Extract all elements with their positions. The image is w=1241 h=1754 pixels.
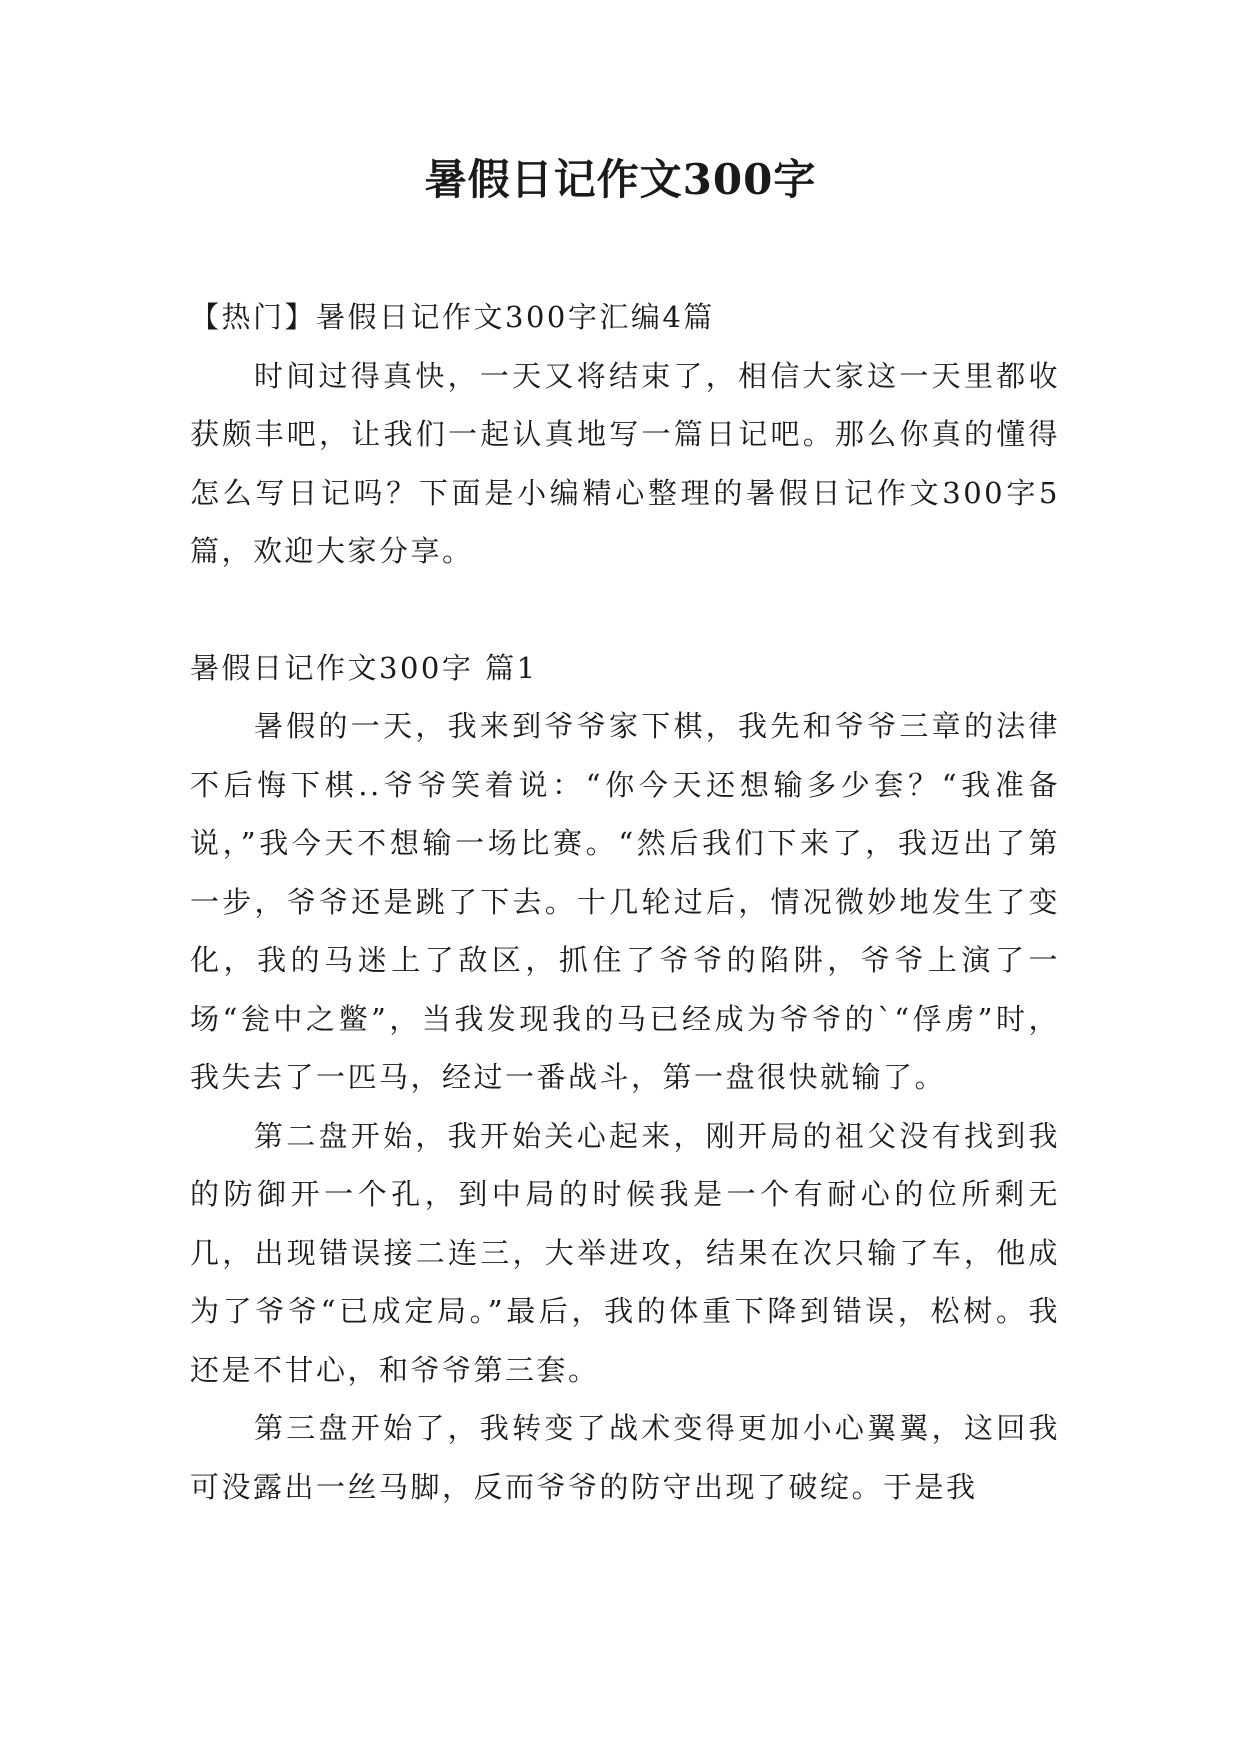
page-title: 暑假日记作文300字 xyxy=(424,155,817,204)
intro-heading: 【热门】暑假日记作文300字汇编4篇 xyxy=(190,300,715,334)
body-paragraph-2: 第二盘开始，我开始关心起来，刚开局的祖父没有找到我的防御开一个孔，到中局的时候我是一个有耐心的位所剩无几，出现错误接二连三，大举进攻，结果在次只输了车，他成为了爷爷“已成定局。”最后，我的体重下降到错误，松树。我还是不甘心，和爷爷第三套。 xyxy=(190,1118,1060,1387)
section-heading: 暑假日记作文300字 篇1 xyxy=(190,650,538,685)
body-paragraph-1: 暑假的一天，我来到爷爷家下棋，我先和爷爷三章的法律不后悔下棋..爷爷笑着说：“你今天还想输多少套？“我准备说，”我今天不想输一场比赛。“然后我们下来了，我迈出了第一步，爷爷还是跳了下去。十几轮过后，情况微妙地发生了变化，我的马迷上了敌区，抓住了爷爷的陷阱，爷爷上演了一场“瓮中之鳖”，当我发现我的马已经成为爷爷的`“俘虏”时，我失去了一匹马，经过一番战斗，第一盘很快就输了。 xyxy=(190,709,1060,1094)
body-paragraph-3: 第三盘开始了，我转变了战术变得更加小心翼翼，这回我可没露出一丝马脚，反而爷爷的防守出现了破绽。于是我 xyxy=(190,1411,1060,1504)
section-spacer xyxy=(190,581,1060,639)
document-body xyxy=(190,288,1060,1516)
intro-paragraph: 时间过得真快，一天又将结束了，相信大家这一天里都收获颇丰吧，让我们一起认真地写一篇日记吧。那么你真的懂得怎么写日记吗？下面是小编精心整理的暑假日记作文300字5篇，欢迎大家分享。 xyxy=(190,358,1060,568)
